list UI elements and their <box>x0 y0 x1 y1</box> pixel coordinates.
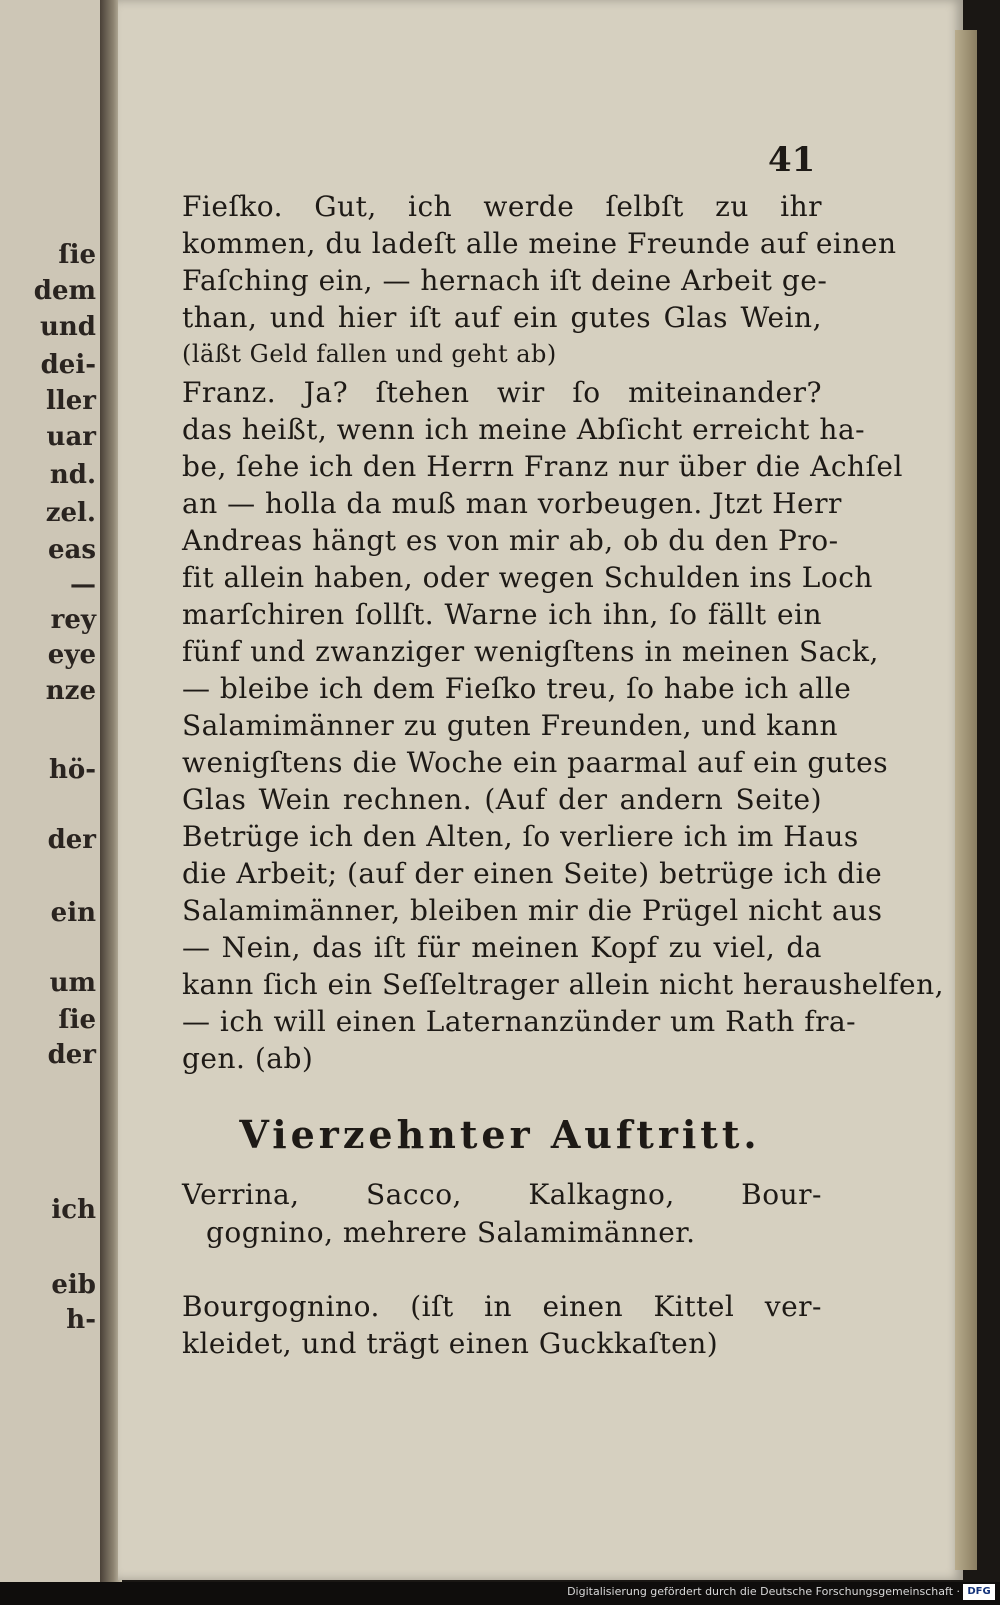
text-line: Faſching ein, — hernach iſt deine Arbeit ge- <box>182 264 828 297</box>
left-page-fragment: und <box>40 312 96 342</box>
text-line: be, ſehe ich den Herrn Franz nur über die Achſel <box>182 450 903 483</box>
text-line: gen. (ab) <box>182 1042 314 1075</box>
left-page-fragment: ller <box>46 386 96 416</box>
page-number: 41 <box>768 140 816 180</box>
scene-heading: Vierzehnter Auftritt. <box>239 1112 761 1157</box>
left-page-fragment: eib <box>51 1270 96 1300</box>
left-page-fragment: ſie <box>58 240 96 270</box>
page-edge <box>955 30 977 1570</box>
text-line: das heißt, wenn ich meine Abſicht erreicht ha- <box>182 413 866 446</box>
left-page-fragment: eas <box>47 535 96 565</box>
left-page-fragment: hö- <box>48 755 96 785</box>
stage-direction: (läßt Geld fallen und geht ab) <box>182 340 557 368</box>
left-page-fragment: ſie <box>58 1005 96 1035</box>
text-line: Franz. Ja? ſtehen wir ſo miteinander? <box>182 376 822 409</box>
left-page-fragment: ein <box>50 898 96 928</box>
text-line: — bleibe ich dem Fieſko treu, ſo habe ich alle <box>182 672 852 705</box>
left-page-fragment: um <box>49 968 96 998</box>
left-page-fragment: zel. <box>45 498 96 528</box>
text-line: kommen, du ladeſt alle meine Freunde auf einen <box>182 227 897 260</box>
text-line: — ich will einen Laternanzünder um Rath fra- <box>182 1005 857 1038</box>
left-page-fragment: der <box>47 825 96 855</box>
text-line: marſchiren ſollſt. Warne ich ihn, ſo fällt ein <box>182 598 822 631</box>
text-line: kann ſich ein Seſſeltrager allein nicht heraushelfen, <box>182 968 945 1001</box>
left-page-fragment: dem <box>33 276 96 306</box>
left-page-fragment: nze <box>45 676 96 706</box>
text-line: fit allein haben, oder wegen Schulden ins Loch <box>182 561 873 594</box>
left-page-fragment: dei- <box>40 350 96 380</box>
text-line: kleidet, und trägt einen Guckkaſten) <box>182 1327 719 1360</box>
text-line: die Arbeit; (auf der einen Seite) betrüge ich die <box>182 857 883 890</box>
left-page-fragment: rey <box>50 605 96 635</box>
left-page-fragment: h- <box>66 1305 96 1335</box>
text-line: Bourgognino. (iſt in einen Kittel ver- <box>182 1290 822 1323</box>
footer-credit: Digitalisierung gefördert durch die Deutsche Forschungsgemeinschaft · <box>567 1585 960 1598</box>
left-page-fragment: der <box>47 1040 96 1070</box>
left-page-fragment: uar <box>46 422 96 452</box>
left-page-fragment: — <box>70 570 96 600</box>
text-line: an — holla da muß man vorbeugen. Jtzt Herr <box>182 487 842 520</box>
left-page-fragment: nd. <box>49 460 96 490</box>
text-line: — Nein, das iſt für meinen Kopf zu viel, da <box>182 931 822 964</box>
text-line: Glas Wein rechnen. (Auf der andern Seite) <box>182 783 822 816</box>
text-line: Betrüge ich den Alten, ſo verliere ich im Haus <box>182 820 859 853</box>
text-line: than, und hier iſt auf ein gutes Glas Wein, <box>182 301 822 334</box>
left-page <box>0 0 100 1605</box>
dfg-logo: DFG <box>963 1584 995 1600</box>
text-line: Fieſko. Gut, ich werde ſelbſt zu ihr <box>182 190 822 223</box>
text-line: Salamimänner, bleiben mir die Prügel nicht aus <box>182 894 883 927</box>
text-line: fünf und zwanziger wenigſtens in meinen Sack, <box>182 635 879 668</box>
left-page-fragment: eye <box>47 640 96 670</box>
cast-line: Verrina, Sacco, Kalkagno, Bour- <box>182 1178 822 1211</box>
left-page-fragment: ich <box>51 1195 96 1225</box>
text-line: wenigſtens die Woche ein paarmal auf ein gutes <box>182 746 889 779</box>
cast-line: gognino, mehrere Salamimänner. <box>206 1216 696 1249</box>
text-line: Salamimänner zu guten Freunden, und kann <box>182 709 838 742</box>
text-line: Andreas hängt es von mir ab, ob du den Pro- <box>182 524 839 557</box>
